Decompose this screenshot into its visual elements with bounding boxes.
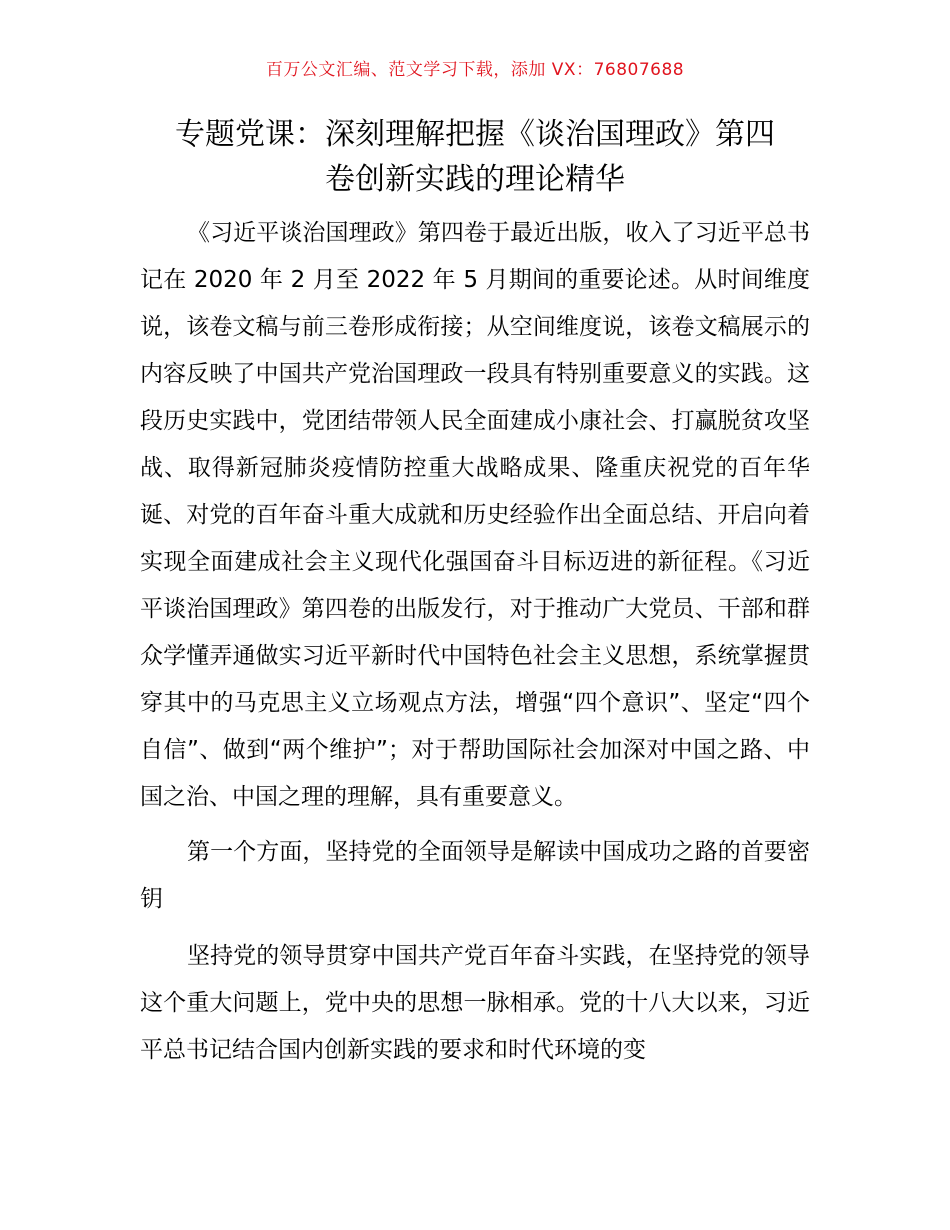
intro-paragraph: 《习近平谈治国理政》第四卷于最近出版，收入了习近平总书记在 2020 年 2 月至 2022 年 5 月期间的重要论述。从时间维度说，该卷文稿与前三卷形成衔接；从空间维度说，该卷文稿展示的内容反映了中国共产党治国理政一段具有特别重要意义的实践。这段历史实践中，党团结带领人民全面建成小康社会、打赢脱贫攻坚战、取得新冠肺炎疫情防控重大战略成果、隆重庆祝党的百年华诞、对党的百年奋斗重大成就和历史经验作出全面总结、开启向着实现全面建成社会主义现代化强国奋斗目标迈进的新征程。《习近平谈治国理政》第四卷的出版发行，对于推动广大党员、干部和群众学懂弄通做实习近平新时代中国特色社会主义思想，系统掌握贯穿其中的马克思主义立场观点方法，增强“四个意识”、坚定“四个自信”、做到“两个维护”；对于帮助国际社会加深对中国之路、中国之治、中国之理的理解，具有重要意义。	[140, 220, 810, 810]
section-heading-1: 第一个方面，坚持党的全面领导是解读中国成功之路的首要密钥	[140, 839, 810, 912]
document-body	[140, 210, 810, 1074]
title-line-1: 专题党课：深刻理解把握《谈治国理政》第四	[175, 117, 775, 152]
section-1-paragraph: 坚持党的领导贯穿中国共产党百年奋斗实践，在坚持党的领导这个重大问题上，党中央的思想一脉相承。党的十八大以来，习近平总书记结合国内创新实践的要求和时代环境的变	[140, 943, 810, 1063]
title-line-2: 卷创新实践的理论精华	[325, 162, 625, 197]
watermark-header-text: 百万公文汇编、范文学习下载，添加 VX：76807688	[265, 60, 685, 80]
document-title	[140, 112, 810, 202]
